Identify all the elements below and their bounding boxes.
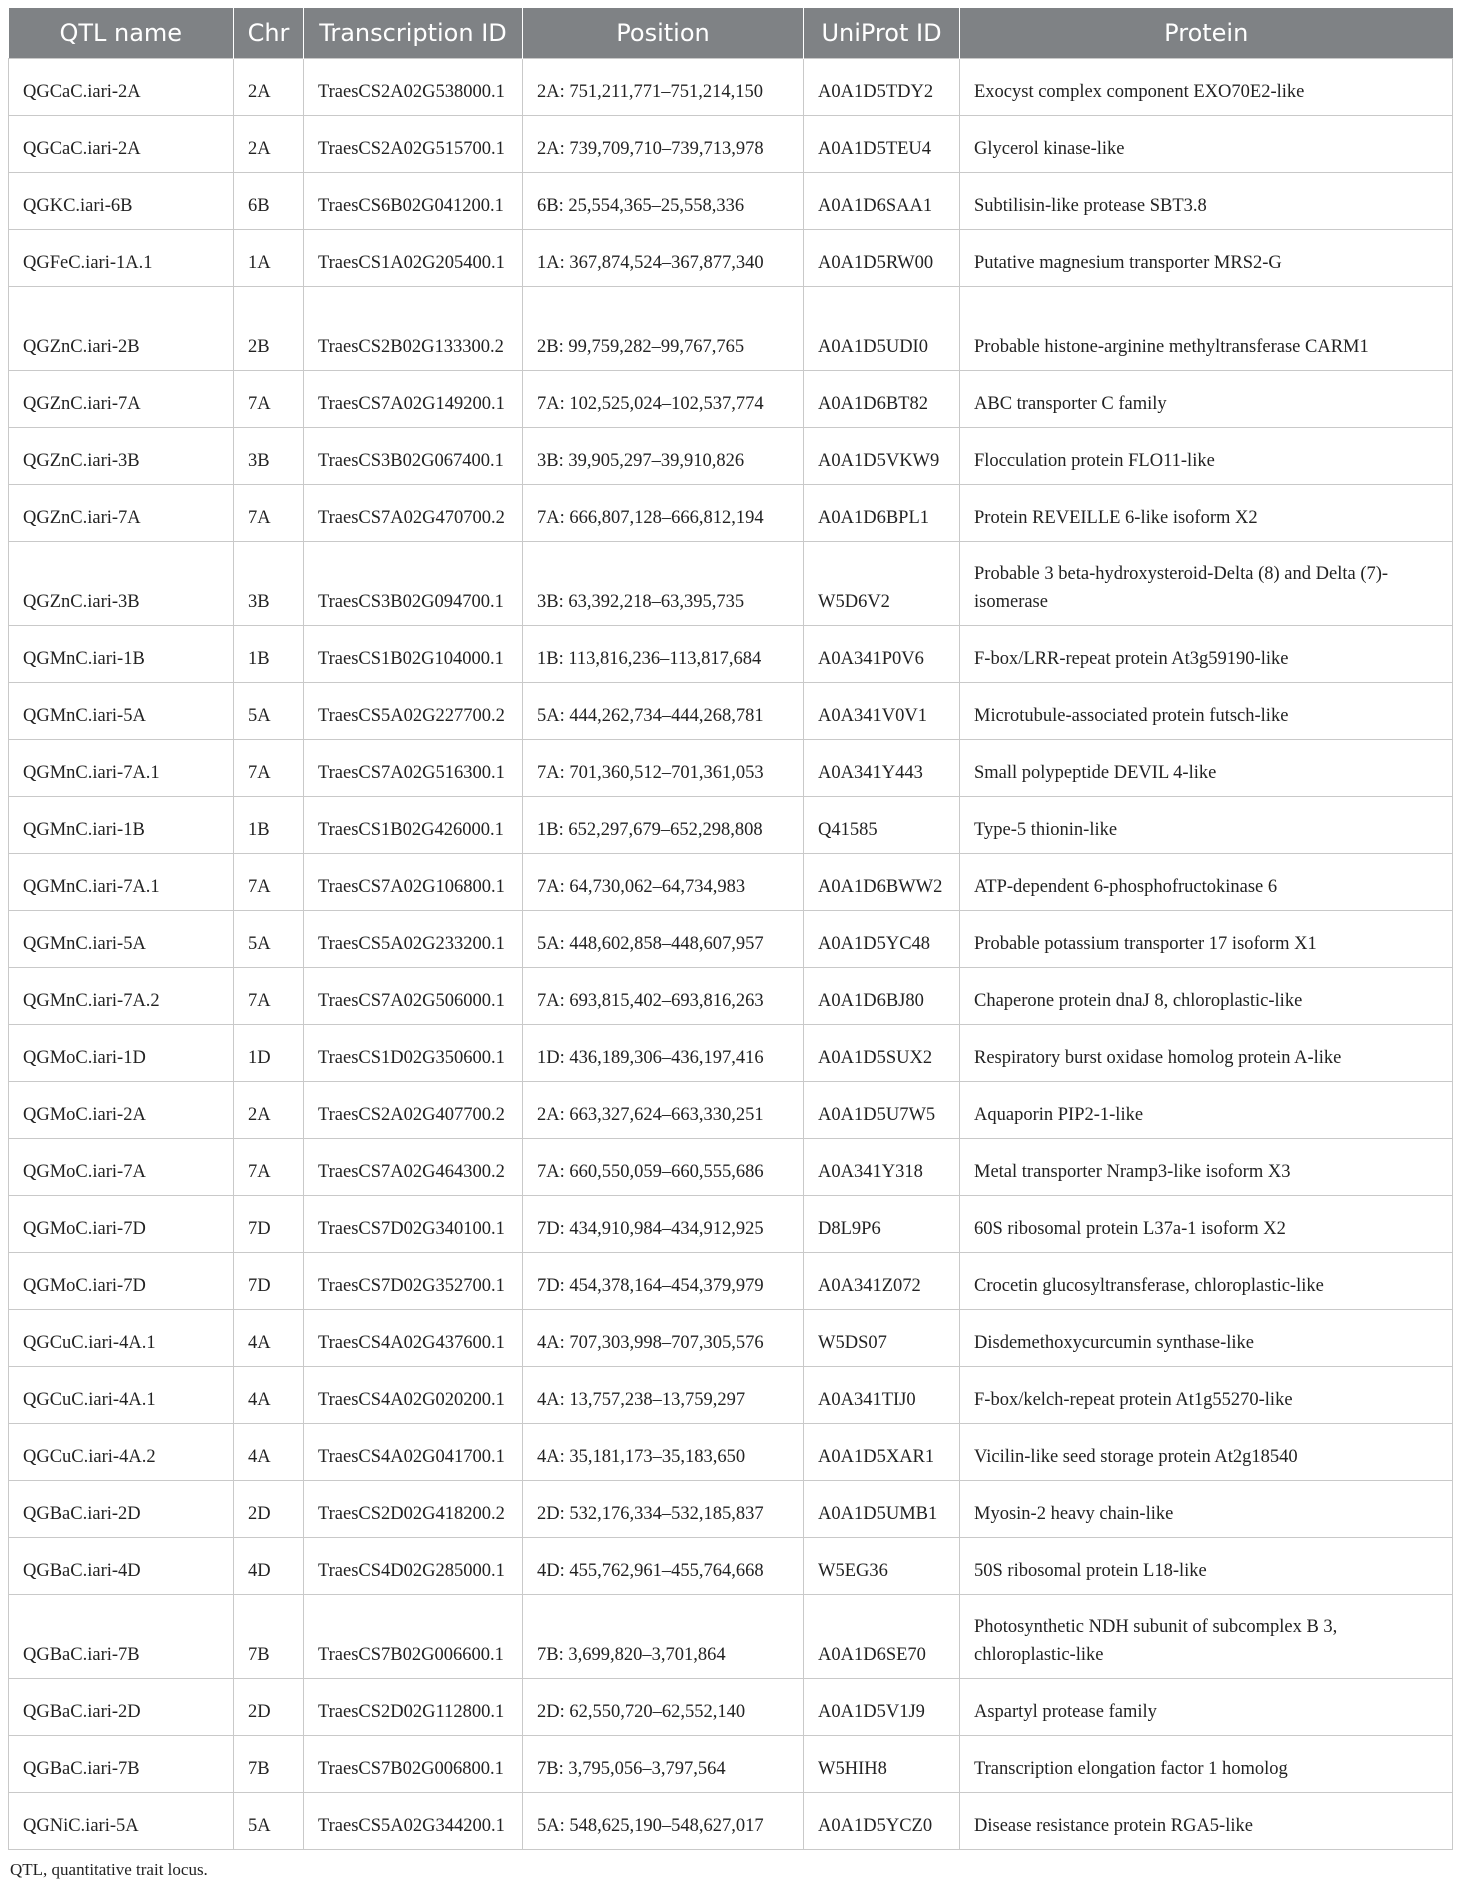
transcription-id-cell: TraesCS4A02G020200.1 [304,1367,523,1424]
transcription-id-cell: TraesCS1D02G350600.1 [304,1025,523,1082]
protein-cell: Aspartyl protease family [960,1679,1453,1736]
position-cell: 3B: 39,905,297–39,910,826 [523,428,804,485]
position-cell: 7A: 660,550,059–660,555,686 [523,1139,804,1196]
chr-cell: 7D [234,1196,304,1253]
table-row [9,371,1453,428]
position-cell: 7A: 701,360,512–701,361,053 [523,740,804,797]
uniprot-id-cell: A0A1D5VKW9 [804,428,960,485]
table-row [9,626,1453,683]
qtl-name-cell: QGBaC.iari-2D [9,1679,234,1736]
chr-cell: 7A [234,740,304,797]
column-header-qtl-name: QTL name [9,8,234,59]
position-cell: 1B: 652,297,679–652,298,808 [523,797,804,854]
qtl-name-cell: QGBaC.iari-2D [9,1481,234,1538]
qtl-name-cell: QGCuC.iari-4A.2 [9,1424,234,1481]
table-row [9,1139,1453,1196]
chr-cell: 5A [234,683,304,740]
protein-cell: ABC transporter C family [960,371,1453,428]
position-cell: 3B: 63,392,218–63,395,735 [523,542,804,626]
protein-cell: Transcription elongation factor 1 homolog [960,1736,1453,1793]
column-header-transcription-id: Transcription ID [304,8,523,59]
qtl-name-cell: QGNiC.iari-5A [9,1793,234,1850]
table-row [9,1538,1453,1595]
qtl-name-cell: QGZnC.iari-7A [9,371,234,428]
transcription-id-cell: TraesCS1A02G205400.1 [304,230,523,287]
qtl-name-cell: QGZnC.iari-3B [9,428,234,485]
table-footnote: QTL, quantitative trait locus. [10,1860,208,1879]
qtl-name-cell: QGCuC.iari-4A.1 [9,1367,234,1424]
protein-cell: 50S ribosomal protein L18-like [960,1538,1453,1595]
position-cell: 7D: 434,910,984–434,912,925 [523,1196,804,1253]
table-row [9,116,1453,173]
transcription-id-cell: TraesCS7A02G506000.1 [304,968,523,1025]
chr-cell: 1A [234,230,304,287]
chr-cell: 7D [234,1253,304,1310]
chr-cell: 2A [234,1082,304,1139]
position-cell: 7A: 64,730,062–64,734,983 [523,854,804,911]
protein-cell: Respiratory burst oxidase homolog protein A-like [960,1025,1453,1082]
column-header-position: Position [523,8,804,59]
chr-cell: 7A [234,1139,304,1196]
transcription-id-cell: TraesCS7A02G106800.1 [304,854,523,911]
uniprot-id-cell: A0A1D6BPL1 [804,485,960,542]
qtl-name-cell: QGMnC.iari-1B [9,797,234,854]
position-cell: 5A: 548,625,190–548,627,017 [523,1793,804,1850]
chr-cell: 2A [234,59,304,116]
protein-cell: Type-5 thionin-like [960,797,1453,854]
chr-cell: 2D [234,1481,304,1538]
position-cell: 2B: 99,759,282–99,767,765 [523,287,804,371]
uniprot-id-cell: A0A1D6BJ80 [804,968,960,1025]
protein-cell: ATP-dependent 6-phosphofructokinase 6 [960,854,1453,911]
position-cell: 7A: 666,807,128–666,812,194 [523,485,804,542]
uniprot-id-cell: A0A1D5TEU4 [804,116,960,173]
transcription-id-cell: TraesCS4A02G041700.1 [304,1424,523,1481]
qtl-name-cell: QGBaC.iari-7B [9,1595,234,1679]
transcription-id-cell: TraesCS7A02G516300.1 [304,740,523,797]
chr-cell: 2D [234,1679,304,1736]
protein-cell: Glycerol kinase-like [960,116,1453,173]
protein-cell: Probable potassium transporter 17 isoform X1 [960,911,1453,968]
chr-cell: 4A [234,1310,304,1367]
position-cell: 4A: 35,181,173–35,183,650 [523,1424,804,1481]
qtl-name-cell: QGBaC.iari-4D [9,1538,234,1595]
transcription-id-cell: TraesCS7B02G006600.1 [304,1595,523,1679]
header-row [9,8,1453,59]
protein-cell: Vicilin-like seed storage protein At2g18540 [960,1424,1453,1481]
qtl-name-cell: QGMoC.iari-1D [9,1025,234,1082]
chr-cell: 4A [234,1367,304,1424]
qtl-name-cell: QGZnC.iari-3B [9,542,234,626]
chr-cell: 5A [234,1793,304,1850]
position-cell: 5A: 448,602,858–448,607,957 [523,911,804,968]
transcription-id-cell: TraesCS2A02G538000.1 [304,59,523,116]
transcription-id-cell: TraesCS2A02G515700.1 [304,116,523,173]
position-cell: 2A: 751,211,771–751,214,150 [523,59,804,116]
uniprot-id-cell: A0A341Y443 [804,740,960,797]
uniprot-id-cell: D8L9P6 [804,1196,960,1253]
position-cell: 5A: 444,262,734–444,268,781 [523,683,804,740]
qtl-name-cell: QGMoC.iari-7D [9,1253,234,1310]
chr-cell: 7A [234,854,304,911]
position-cell: 7A: 693,815,402–693,816,263 [523,968,804,1025]
table-row [9,740,1453,797]
transcription-id-cell: TraesCS3B02G067400.1 [304,428,523,485]
chr-cell: 1D [234,1025,304,1082]
column-header-chr: Chr [234,8,304,59]
uniprot-id-cell: A0A1D5UMB1 [804,1481,960,1538]
protein-cell: F-box/kelch-repeat protein At1g55270-like [960,1367,1453,1424]
table-row [9,287,1453,371]
position-cell: 2D: 532,176,334–532,185,837 [523,1481,804,1538]
protein-cell: Probable histone-arginine methyltransferase CARM1 [960,287,1453,371]
protein-cell: Small polypeptide DEVIL 4-like [960,740,1453,797]
qtl-name-cell: QGFeC.iari-1A.1 [9,230,234,287]
column-header-protein: Protein [960,8,1453,59]
chr-cell: 2A [234,116,304,173]
qtl-name-cell: QGMnC.iari-7A.1 [9,854,234,911]
uniprot-id-cell: W5EG36 [804,1538,960,1595]
transcription-id-cell: TraesCS2D02G418200.2 [304,1481,523,1538]
protein-cell: Protein REVEILLE 6-like isoform X2 [960,485,1453,542]
qtl-name-cell: QGCaC.iari-2A [9,116,234,173]
transcription-id-cell: TraesCS6B02G041200.1 [304,173,523,230]
uniprot-id-cell: A0A341Z072 [804,1253,960,1310]
protein-cell: Myosin-2 heavy chain-like [960,1481,1453,1538]
chr-cell: 4A [234,1424,304,1481]
qtl-name-cell: QGMnC.iari-7A.2 [9,968,234,1025]
position-cell: 4A: 13,757,238–13,759,297 [523,1367,804,1424]
table-row [9,1196,1453,1253]
protein-cell: Probable 3 beta-hydroxysteroid-Delta (8) and Delta (7)-isomerase [960,542,1453,626]
table-row [9,1481,1453,1538]
position-cell: 1B: 113,816,236–113,817,684 [523,626,804,683]
table-row [9,683,1453,740]
transcription-id-cell: TraesCS5A02G233200.1 [304,911,523,968]
transcription-id-cell: TraesCS4A02G437600.1 [304,1310,523,1367]
chr-cell: 7A [234,371,304,428]
transcription-id-cell: TraesCS1B02G104000.1 [304,626,523,683]
qtl-name-cell: QGMoC.iari-7D [9,1196,234,1253]
uniprot-id-cell: A0A1D5RW00 [804,230,960,287]
transcription-id-cell: TraesCS5A02G344200.1 [304,1793,523,1850]
protein-cell: Aquaporin PIP2-1-like [960,1082,1453,1139]
table-row [9,1424,1453,1481]
uniprot-id-cell: Q41585 [804,797,960,854]
qtl-name-cell: QGMoC.iari-2A [9,1082,234,1139]
chr-cell: 7B [234,1736,304,1793]
table-row [9,1679,1453,1736]
qtl-name-cell: QGCaC.iari-2A [9,59,234,116]
uniprot-id-cell: A0A1D5SUX2 [804,1025,960,1082]
table-row [9,59,1453,116]
transcription-id-cell: TraesCS2D02G112800.1 [304,1679,523,1736]
transcription-id-cell: TraesCS7A02G464300.2 [304,1139,523,1196]
protein-cell: F-box/LRR-repeat protein At3g59190-like [960,626,1453,683]
position-cell: 7B: 3,699,820–3,701,864 [523,1595,804,1679]
transcription-id-cell: TraesCS4D02G285000.1 [304,1538,523,1595]
qtl-name-cell: QGMnC.iari-5A [9,911,234,968]
uniprot-id-cell: A0A1D6BWW2 [804,854,960,911]
uniprot-id-cell: A0A341Y318 [804,1139,960,1196]
transcription-id-cell: TraesCS5A02G227700.2 [304,683,523,740]
position-cell: 6B: 25,554,365–25,558,336 [523,173,804,230]
table-row [9,1736,1453,1793]
protein-cell: Crocetin glucosyltransferase, chloroplastic-like [960,1253,1453,1310]
uniprot-id-cell: A0A341P0V6 [804,626,960,683]
position-cell: 7B: 3,795,056–3,797,564 [523,1736,804,1793]
qtl-name-cell: QGBaC.iari-7B [9,1736,234,1793]
uniprot-id-cell: A0A341TIJ0 [804,1367,960,1424]
transcription-id-cell: TraesCS7D02G340100.1 [304,1196,523,1253]
chr-cell: 2B [234,287,304,371]
uniprot-id-cell: A0A1D5TDY2 [804,59,960,116]
chr-cell: 3B [234,542,304,626]
table-row [9,797,1453,854]
uniprot-id-cell: W5DS07 [804,1310,960,1367]
table-row [9,1793,1453,1850]
position-cell: 1D: 436,189,306–436,197,416 [523,1025,804,1082]
transcription-id-cell: TraesCS7A02G149200.1 [304,371,523,428]
qtl-name-cell: QGMnC.iari-5A [9,683,234,740]
table-row [9,1025,1453,1082]
table-row [9,968,1453,1025]
protein-cell: Putative magnesium transporter MRS2-G [960,230,1453,287]
table-row [9,485,1453,542]
protein-cell: 60S ribosomal protein L37a-1 isoform X2 [960,1196,1453,1253]
qtl-name-cell: QGMoC.iari-7A [9,1139,234,1196]
transcription-id-cell: TraesCS7A02G470700.2 [304,485,523,542]
qtl-table [8,8,1453,1850]
chr-cell: 7B [234,1595,304,1679]
transcription-id-cell: TraesCS2B02G133300.2 [304,287,523,371]
protein-cell: Flocculation protein FLO11-like [960,428,1453,485]
protein-cell: Disdemethoxycurcumin synthase-like [960,1310,1453,1367]
transcription-id-cell: TraesCS2A02G407700.2 [304,1082,523,1139]
table-row [9,542,1453,626]
qtl-name-cell: QGMnC.iari-1B [9,626,234,683]
protein-cell: Chaperone protein dnaJ 8, chloroplastic-like [960,968,1453,1025]
chr-cell: 1B [234,797,304,854]
column-header-uniprot-id: UniProt ID [804,8,960,59]
protein-cell: Exocyst complex component EXO70E2-like [960,59,1453,116]
position-cell: 4A: 707,303,998–707,305,576 [523,1310,804,1367]
uniprot-id-cell: A0A1D5YC48 [804,911,960,968]
chr-cell: 1B [234,626,304,683]
table-row [9,1082,1453,1139]
position-cell: 4D: 455,762,961–455,764,668 [523,1538,804,1595]
transcription-id-cell: TraesCS1B02G426000.1 [304,797,523,854]
chr-cell: 4D [234,1538,304,1595]
qtl-name-cell: QGKC.iari-6B [9,173,234,230]
transcription-id-cell: TraesCS3B02G094700.1 [304,542,523,626]
uniprot-id-cell: A0A1D6SE70 [804,1595,960,1679]
chr-cell: 5A [234,911,304,968]
chr-cell: 7A [234,968,304,1025]
table-row [9,1367,1453,1424]
transcription-id-cell: TraesCS7B02G006800.1 [304,1736,523,1793]
table-row [9,230,1453,287]
chr-cell: 6B [234,173,304,230]
uniprot-id-cell: W5D6V2 [804,542,960,626]
chr-cell: 3B [234,428,304,485]
position-cell: 2A: 663,327,624–663,330,251 [523,1082,804,1139]
table-row [9,1595,1453,1679]
table-body [9,59,1453,1850]
protein-cell: Photosynthetic NDH subunit of subcomplex B 3, chloroplastic-like [960,1595,1453,1679]
position-cell: 7D: 454,378,164–454,379,979 [523,1253,804,1310]
position-cell: 1A: 367,874,524–367,877,340 [523,230,804,287]
uniprot-id-cell: A0A1D5XAR1 [804,1424,960,1481]
table-container [8,8,1452,1880]
table-row [9,854,1453,911]
qtl-name-cell: QGZnC.iari-7A [9,485,234,542]
uniprot-id-cell: A0A1D5U7W5 [804,1082,960,1139]
qtl-name-cell: QGMnC.iari-7A.1 [9,740,234,797]
uniprot-id-cell: A0A1D6BT82 [804,371,960,428]
table-row [9,1253,1453,1310]
table-row [9,911,1453,968]
protein-cell: Microtubule-associated protein futsch-like [960,683,1453,740]
uniprot-id-cell: W5HIH8 [804,1736,960,1793]
uniprot-id-cell: A0A1D5UDI0 [804,287,960,371]
position-cell: 2D: 62,550,720–62,552,140 [523,1679,804,1736]
table-row [9,1310,1453,1367]
position-cell: 2A: 739,709,710–739,713,978 [523,116,804,173]
qtl-name-cell: QGZnC.iari-2B [9,287,234,371]
chr-cell: 7A [234,485,304,542]
table-row [9,428,1453,485]
protein-cell: Metal transporter Nramp3-like isoform X3 [960,1139,1453,1196]
uniprot-id-cell: A0A1D5V1J9 [804,1679,960,1736]
protein-cell: Subtilisin-like protease SBT3.8 [960,173,1453,230]
transcription-id-cell: TraesCS7D02G352700.1 [304,1253,523,1310]
uniprot-id-cell: A0A1D5YCZ0 [804,1793,960,1850]
uniprot-id-cell: A0A1D6SAA1 [804,173,960,230]
qtl-name-cell: QGCuC.iari-4A.1 [9,1310,234,1367]
position-cell: 7A: 102,525,024–102,537,774 [523,371,804,428]
protein-cell: Disease resistance protein RGA5-like [960,1793,1453,1850]
uniprot-id-cell: A0A341V0V1 [804,683,960,740]
table-row [9,173,1453,230]
